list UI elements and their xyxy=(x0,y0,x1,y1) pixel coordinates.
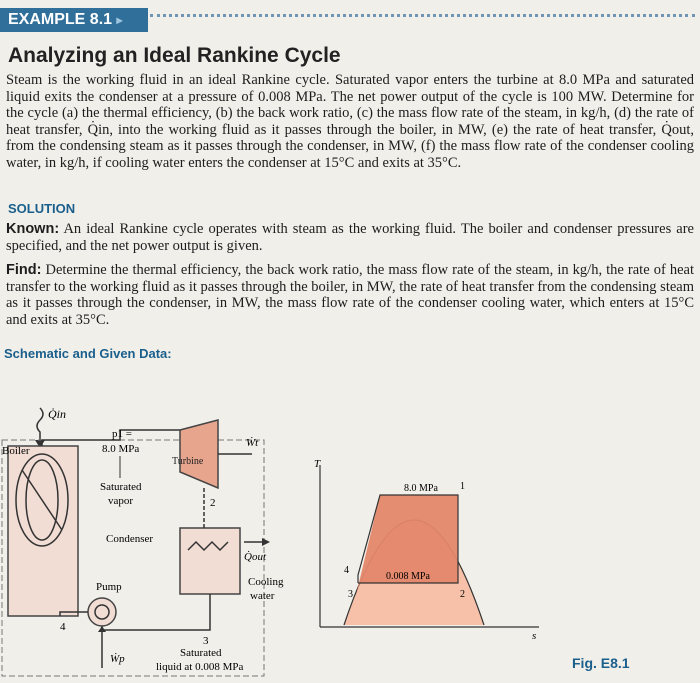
example-arrow-icon: ▸ xyxy=(116,13,123,27)
low-pressure-label: 0.008 MPa xyxy=(386,571,430,582)
heat-out-arrowhead xyxy=(262,538,270,546)
turbine-shape xyxy=(180,420,218,488)
dotted-rule xyxy=(150,14,695,17)
high-pressure-label: 8.0 MPa xyxy=(404,483,438,494)
find-text: Determine the thermal efficiency, the back work ratio, the mass flow rate of the steam, in kg/h, the rate of heat transfer to the working fluid as it passes through the boiler, in MW, the rate of heat transfer from the condensing steam as it passes through the condenser, in MW, the mass flow rate of the condenser cooling water, which enters at 15°C and exits at 35°C. xyxy=(6,262,694,328)
problem-statement: Steam is the working fluid in an ideal Rankine cycle. Saturated vapor enters the turbine at 8.0 MPa and saturated liquid exits the condenser at a pressure of 0.008 MPa. The net power output of the cycle is 100 MW. Determine for the cycle (a) the thermal efficiency, (b) the back work ratio, (c) the mass flow rate of the steam, in kg/h, (d) the rate of heat transfer, Q̇in, into the working fluid as it passes through the boiler, in MW, (e) the rate of heat transfer, Q̇out, from the condensing steam as it passes through the condenser, in MW, (f) the mass flow rate of the condenser cooling water, in kg/h, if cooling water enters the condenser at 15°C and exits at 35°C. xyxy=(6,72,694,171)
sat-vapor-line1: Saturated xyxy=(100,481,142,493)
page-title: Analyzing an Ideal Rankine Cycle xyxy=(8,44,341,67)
known-paragraph xyxy=(6,221,694,254)
pump-circle xyxy=(88,598,116,626)
find-paragraph xyxy=(6,262,694,328)
plant-schematic xyxy=(0,400,300,680)
heat-in-arrow xyxy=(37,408,43,442)
cooling-line1: Cooling xyxy=(248,576,284,588)
sat-liquid-line2: liquid at 0.008 MPa xyxy=(156,661,244,673)
solution-heading: SOLUTION xyxy=(8,201,76,216)
find-label: Find: xyxy=(6,262,42,278)
ts-state-4: 4 xyxy=(344,565,349,576)
condenser-box xyxy=(180,528,240,594)
known-label: Known: xyxy=(6,221,60,237)
schematic-heading: Schematic and Given Data: xyxy=(4,346,172,361)
state-4-label: 4 xyxy=(60,621,66,633)
turbine-label: Turbine xyxy=(172,456,204,467)
known-text: An ideal Rankine cycle operates with steam as the working fluid. The boiler and condenser pressures are specified, and the net power output is given. xyxy=(6,221,694,254)
state-3-label: 3 xyxy=(203,635,209,647)
condenser-to-pump xyxy=(102,594,210,630)
p1-line1: p1 = xyxy=(112,428,132,440)
turbine-work-label: Ẇt xyxy=(246,437,259,449)
t-axis-label: T xyxy=(314,458,321,470)
s-axis-label: s xyxy=(532,630,537,640)
ts-state-3: 3 xyxy=(348,589,353,600)
ts-state-1: 1 xyxy=(460,481,465,492)
state-2-label: 2 xyxy=(210,497,216,509)
p1-line2: 8.0 MPa xyxy=(102,443,140,455)
condenser-label: Condenser xyxy=(106,533,154,545)
boiler-label: Boiler xyxy=(2,445,30,457)
q-in-label: Q̇in xyxy=(48,407,66,421)
sat-vapor-line2: vapor xyxy=(108,495,134,507)
boiler-box xyxy=(8,446,78,616)
example-tab xyxy=(0,8,148,32)
cooling-line2: water xyxy=(250,590,275,602)
pump-work-arrowhead xyxy=(98,626,106,632)
example-label: EXAMPLE 8.1 xyxy=(8,11,113,28)
q-out-label: Q̇out xyxy=(244,551,266,563)
ts-state-2: 2 xyxy=(460,589,465,600)
pump-label: Pump xyxy=(96,581,122,593)
figure-label: Fig. E8.1 xyxy=(572,655,630,671)
ts-diagram xyxy=(314,455,550,640)
pump-work-label: Ẇp xyxy=(110,653,125,665)
sat-liquid-line1: Saturated xyxy=(180,647,222,659)
